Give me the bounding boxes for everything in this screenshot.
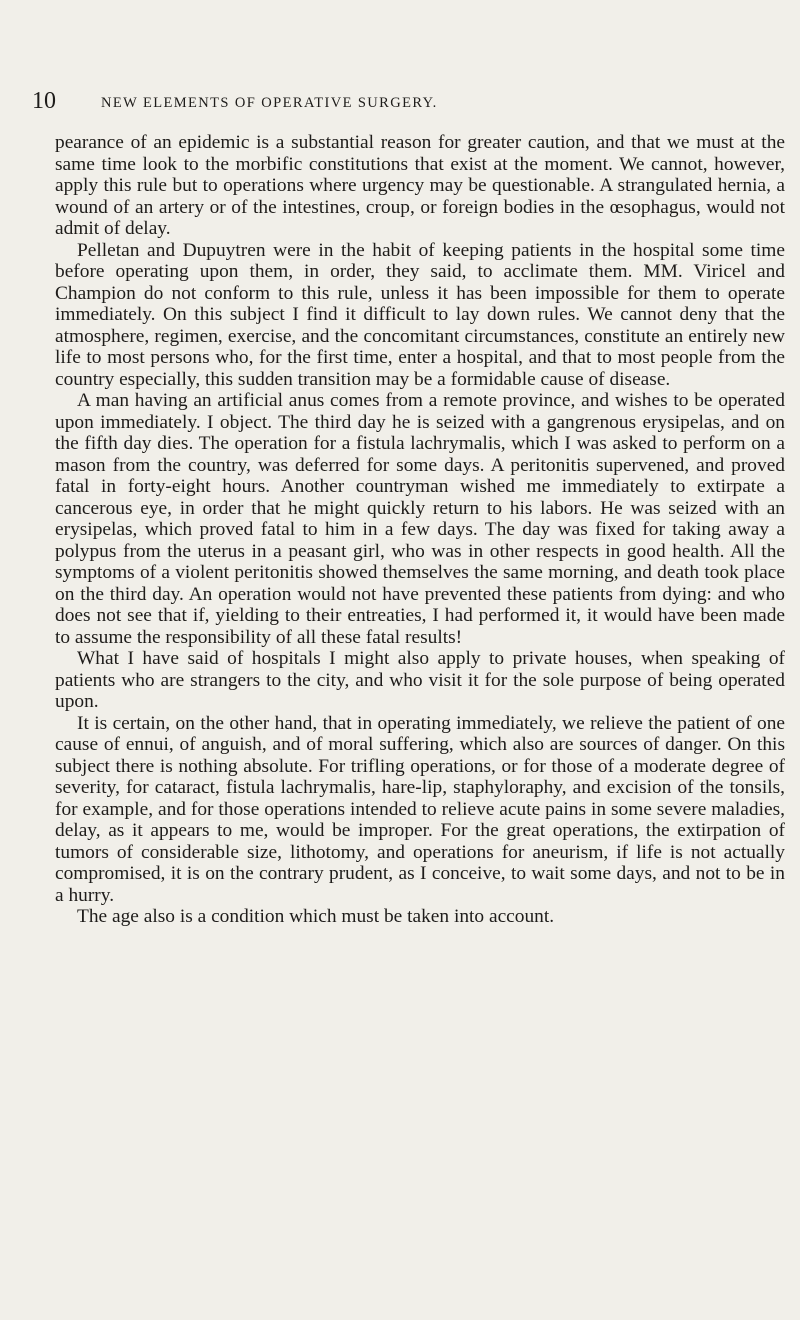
page-header [0,88,800,112]
paragraph: The age also is a condition which must be taken into account. [77,906,555,927]
paragraph: Pelletan and Dupuytren were in the habit of keeping patients in the hospital some time before operating upon them, in order, they said, to acclimate them. MM. Viricel and Champion do not conform to this rule, unless it has been impossible for them to operate immediately. On this subject I find it difficult to lay down rules. We cannot deny that the atmosphere, regimen, exercise, and the concomitant circumstances, constitute an entirely new life to most persons who, for the first time, enter a hospital, and that to most people from the country especially, this sudden transition may be a formidable cause of disease. [55,239,785,390]
paragraph: It is certain, on the other hand, that in operating immediately, we relieve the patient of one cause of ennui, of anguish, and of moral suffering, which also are sources of danger. On this subject there is nothing absolute. For trifling operations, or for those of a moderate degree of severity, for cataract, fistula lachrymalis, hare-lip, staphyloraphy, and excision of the tonsils, for example, and for those operations intended to relieve acute pains in some severe maladies, delay, as it appears to me, would be improper. For the great operations, the extirpation of tumors of considerable size, lithotomy, and operations for aneurism, if life is not actually compromised, it is on the contrary prudent, as I conceive, to wait some days, and not to be in a hurry. [55,712,785,906]
running-head: NEW ELEMENTS OF OPERATIVE SURGERY. [101,95,438,111]
paragraph: pearance of an epidemic is a substantial reason for greater caution, and that we must at the same time look to the morbific constitutions that exist at the moment. We cannot, however, apply this rule but to operations where urgency may be questionable. A strangulated hernia, a wound of an artery or of the intestines, croup, or foreign bodies in the œsophagus, would not admit of delay. [55,132,785,239]
page-number: 10 [32,88,56,114]
paragraph: What I have said of hospitals I might also apply to private houses, when speaking of patients who are strangers to the city, and who visit it for the sole purpose of being operated upon. [55,648,785,712]
paragraph: A man having an artificial anus comes from a remote province, and wishes to be operated upon immediately. I object. The third day he is seized with a gangrenous erysipelas, and on the fifth day dies. The operation for a fistula lachrymalis, which I was asked to perform on a mason from the country, was deferred for some days. A peritonitis supervened, and proved fatal in forty-eight hours. Another countryman wished me immediately to extirpate a cancerous eye, in order that he might quickly return to his labors. He was seized with an erysipelas, which proved fatal to him in a few days. The day was fixed for taking away a polypus from the uterus in a peasant girl, who was in other respects in good health. All the symptoms of a violent peritonitis showed themselves the same morning, and death took place on the third day. An operation would not have prevented these patients from dying: and who does not see that if, yielding to their entreaties, I had performed it, it would have been made to assume the responsibility of all these fatal results! [55,390,785,648]
body-text [55,132,785,928]
